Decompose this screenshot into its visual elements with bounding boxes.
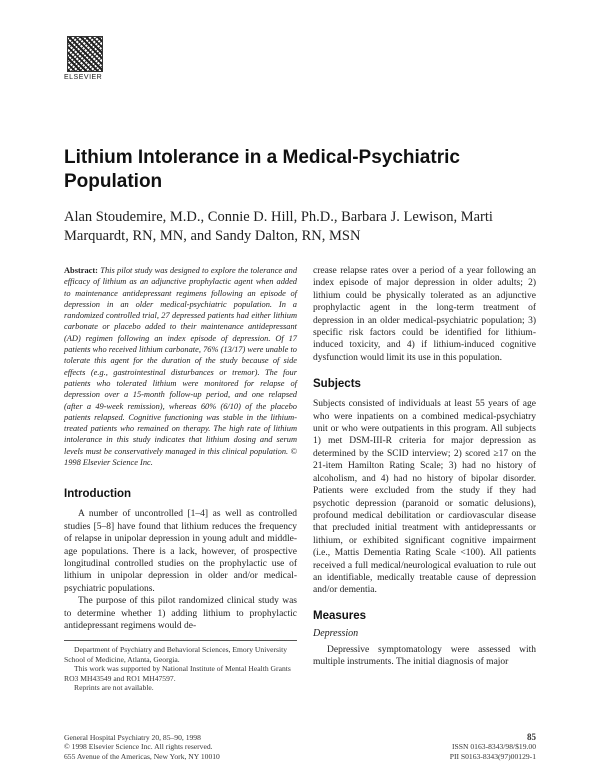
footnote-reprints: Reprints are not available.: [74, 683, 154, 693]
article-title: Lithium Intolerance in a Medical-Psychiatric Population: [64, 147, 460, 192]
subjects-heading: Subjects: [313, 378, 361, 391]
introduction-continuation: crease relapse rates over a period of a year following an index episode of major depression in older adults; 2) lithium could be physically tolerated as an adjunctive prophylactic agent in the long-term treatment of depression in an older medical-psychiatric population; 3) specific risk factors could be identified for lithium-induced toxicity, and 4) if lithium-induced cognitive dysfunction would limit its use in this population.: [313, 266, 536, 363]
left-column: [64, 265, 297, 632]
introduction-paragraph-1: A number of uncontrolled [1–4] as well as controlled studies [5–8] have found that lithium reduces the frequency of relapse in unipolar depression in young adult and middle-age populations. There is a lack, however, of prospective longitudinal controlled studies on the prophylactic use of lithium in unipolar depression in older and/or medical-psychiatric populations.: [64, 509, 297, 594]
abstract-label: Abstract:: [64, 266, 98, 275]
subjects-paragraph: Subjects consisted of individuals at least 55 years of age who were inpatients on a combined medical-psychiatry unit or who were outpatients in this program. All subjects 1) met DSM-III-R criteria for major depression as determined by the SCID interview; 2) scored ≥17 on the 21-item Hamilton Rating Scale; 3) had no history of alcoholism, and 4) had no history of bipolar disorder. Patients were excluded from the study if they had psychotic depression (paranoid or somatic delusions), profound medical debilitation or cardiovascular disease that precluded initial treatment with antidepressants or lithium, or exhibited significant cognitive impairment (i.e., Mattis Dementia Rating Scale <100). All patients received a full medical/neurological evaluation to rule out an identifiable, medically treatable cause of depression and/or dementia.: [313, 399, 536, 596]
depression-subheading: Depression: [313, 627, 359, 639]
measures-heading: Measures: [313, 609, 367, 622]
introduction-heading: Introduction: [64, 488, 132, 501]
copyright-line: © 1998 Elsevier Science Inc. All rights reserved.: [64, 742, 213, 752]
article-authors: Alan Stoudemire, M.D., Connie D. Hill, Ph.D., Barbara J. Lewison, Marti Marquardt, RN, MN, and Sandy Dalton, RN, MSN: [64, 209, 493, 244]
footnote-support: This work was supported by National Institute of Mental Health Grants RO3 MH43549 and RO1 MH47597.: [64, 664, 291, 683]
measures-paragraph: Depressive symptomatology were assessed with multiple instruments. The initial diagnosis of major: [313, 644, 536, 668]
introduction-paragraph-2: The purpose of this pilot randomized clinical study was to determine whether 1) adding lithium to prophylactic antidepressant regimens would de-: [64, 596, 297, 631]
pii-line: PII S0163-8343(97)00129-1: [449, 751, 536, 761]
publisher-address: 655 Avenue of the Americas, New York, NY 10010: [64, 751, 220, 761]
page-number: 85: [527, 732, 536, 742]
footnote-affiliation: Department of Psychiatry and Behavioral Sciences, Emory University School of Medicine, Atlanta, Georgia.: [64, 645, 287, 664]
right-column: [313, 265, 536, 669]
footnote: [64, 640, 297, 693]
elsevier-tree-icon: [67, 36, 103, 72]
publisher-name: ELSEVIER: [64, 74, 103, 81]
abstract: [64, 265, 297, 468]
footer-right: [336, 733, 536, 761]
footer-left: [64, 733, 324, 761]
issn-line: ISSN 0163-8343/98/$19.00: [452, 742, 536, 752]
abstract-text: This pilot study was designed to explore the tolerance and efficacy of lithium as an adjunctive prophylactic agent when added to maintenance antidepressant regimens following an episode of depression in an older medical-psychiatric population. In a randomized controlled trial, 27 depressed patients had either lithium carbonate or placebo added to their maintenance antidepressant (AD) regimen following an index episode of depression. Of 17 patients who received lithium carbonate, 76% (13/17) were unable to tolerate this agent for the duration of the study because of side effects (e.g., gastrointestinal disturbances or tremor). The four patients who tolerated lithium were monitored for relapse of depression over a 15-month follow-up period, and one relapsed (after a 49-week remission), whereas 60% (6/10) of the placebo patients relapsed. Cognitive functioning was stable in the lithium-treated patients who remained on therapy. The high rate of lithium intolerance in this study indicates that lithium dosing and serum levels must be conservatively managed in this clinical population. © 1998 Elsevier Science Inc.: [64, 266, 298, 468]
journal-citation: General Hospital Psychiatry 20, 85–90, 1998: [64, 733, 201, 742]
publisher-logo: [64, 36, 106, 81]
